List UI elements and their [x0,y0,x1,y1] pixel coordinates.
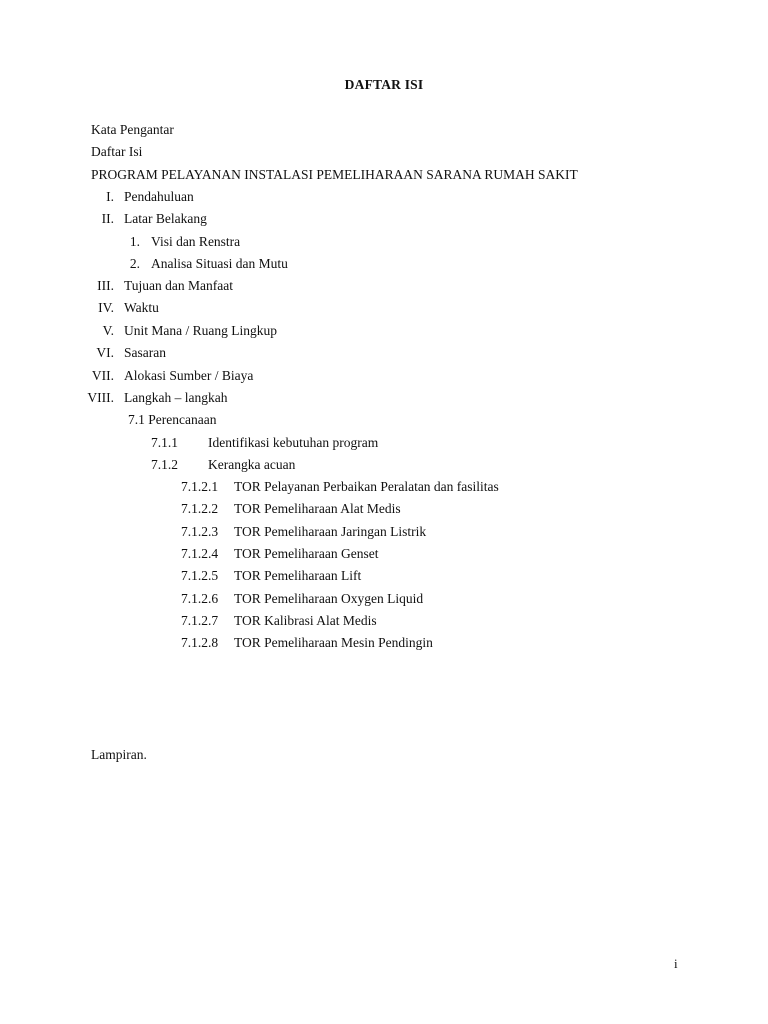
toc-numeral: VII. [91,368,114,383]
toc-entry-unit-mana: Unit Mana / Ruang Lingkup [124,323,277,338]
toc-entry-alokasi-sumber: Alokasi Sumber / Biaya [124,368,254,383]
toc-entry-waktu: Waktu [124,300,159,315]
toc-numeral: IV. [98,300,114,315]
toc-number: 7.1.2 [151,457,178,472]
toc-numeral: 1. [129,234,140,249]
toc-numeral: I. [106,189,114,204]
toc-number: 7.1.2.2 [181,501,219,516]
toc-entry-lampiran: Lampiran. [91,747,147,762]
toc-numeral: III. [97,278,114,293]
toc-number: 7.1.2.4 [181,546,219,561]
toc-entry-visi-renstra: Visi dan Renstra [151,234,241,249]
toc-numeral: VIII. [87,390,114,405]
toc-entry-tor: TOR Pelayanan Perbaikan Peralatan dan fasilitas [234,479,499,494]
toc-entry-latar-belakang: Latar Belakang [124,211,207,226]
toc-number: 7.1.1 [151,435,178,450]
toc-entry-tor: TOR Kalibrasi Alat Medis [234,613,377,628]
toc-entry-tor: TOR Pemeliharaan Mesin Pendingin [234,635,433,650]
toc-numeral: II. [101,211,114,226]
toc-entry-tujuan-manfaat: Tujuan dan Manfaat [124,278,233,293]
toc-numeral: 2. [129,256,140,271]
toc-entry-langkah: Langkah – langkah [124,390,228,405]
page-title: DAFTAR ISI [344,77,424,92]
toc-entry-identifikasi: Identifikasi kebutuhan program [208,435,379,450]
toc-entry-tor: TOR Pemeliharaan Genset [234,546,379,561]
toc-number: 7.1.2.1 [181,479,219,494]
toc-entry-kata-pengantar: Kata Pengantar [91,122,174,137]
toc-entry-daftar-isi: Daftar Isi [91,144,143,159]
toc-number: 7.1.2.8 [181,635,219,650]
toc-entry-sasaran: Sasaran [124,345,166,360]
toc-numeral: VI. [96,345,114,360]
toc-entry-pendahuluan: Pendahuluan [124,189,194,204]
toc-entry-tor: TOR Pemeliharaan Oxygen Liquid [234,591,424,606]
toc-number: 7.1.2.3 [181,524,219,539]
toc-numeral: V. [102,323,114,338]
toc-entry-program-heading: PROGRAM PELAYANAN INSTALASI PEMELIHARAAN SARANA RUMAH SAKIT [91,167,578,182]
toc-entry-kerangka-acuan: Kerangka acuan [208,457,296,472]
toc-number: 7.1.2.7 [181,613,219,628]
toc-entry-analisa-situasi: Analisa Situasi dan Mutu [151,256,288,271]
toc-number: 7.1.2.6 [181,591,219,606]
toc-entry-tor: TOR Pemeliharaan Jaringan Listrik [234,524,427,539]
toc-entry-tor: TOR Pemeliharaan Lift [234,568,362,583]
toc-entry-tor: TOR Pemeliharaan Alat Medis [234,501,401,516]
page-number: i [674,956,678,971]
toc-entry-perencanaan: 7.1 Perencanaan [128,412,217,427]
toc-number: 7.1.2.5 [181,568,219,583]
